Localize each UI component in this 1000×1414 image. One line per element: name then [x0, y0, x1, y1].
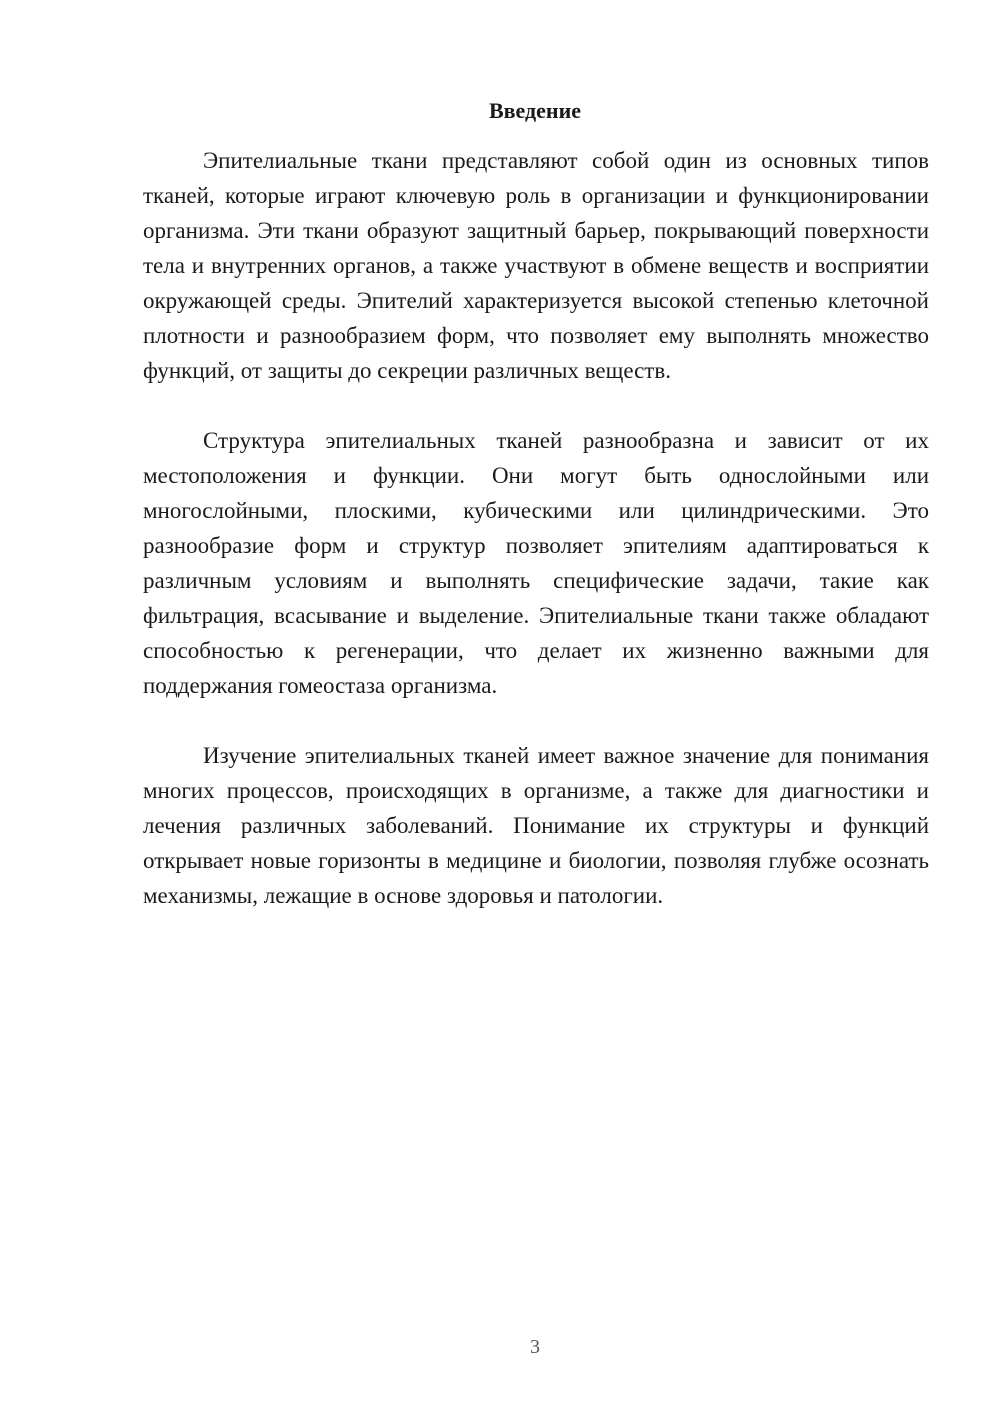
page-title: Введение [488, 98, 582, 123]
document-body [143, 143, 929, 948]
paragraph-3: Изучение эпителиальных тканей имеет важное значение для понимания многих процессов, происходящих в организме, а также для диагностики и лечения различных заболеваний. Понимание их структуры и функций открывает новые горизонты в медицине и биологии, позволяя глубже осознать механизмы, лежащие в основе здоровья и патологии. [143, 743, 929, 908]
paragraph-2: Структура эпителиальных тканей разнообразна и зависит от их местоположения и функции. Они могут быть однослойными или многослойными, плоскими, кубическими или цилиндрическими. Это разнообразие форм и структур позволяет эпителиям адаптироваться к различным условиям и выполнять специфические задачи, такие как фильтрация, всасывание и выделение. Эпителиальные ткани также обладают способностью к регенерации, что делает их жизненно важными для поддержания гомеостаза организма. [143, 428, 929, 698]
paragraph-1: Эпителиальные ткани представляют собой один из основных типов тканей, которые играют ключевую роль в организации и функционировании организма. Эти ткани образуют защитный барьер, покрывающий поверхности тела и внутренних органов, а также участвуют в обмене веществ и восприятии окружающей среды. Эпителий характеризуется высокой степенью клеточной плотности и разнообразием форм, что позволяет ему выполнять множество функций, от защиты до секреции различных веществ. [143, 148, 929, 383]
page-number: 3 [530, 1336, 540, 1358]
